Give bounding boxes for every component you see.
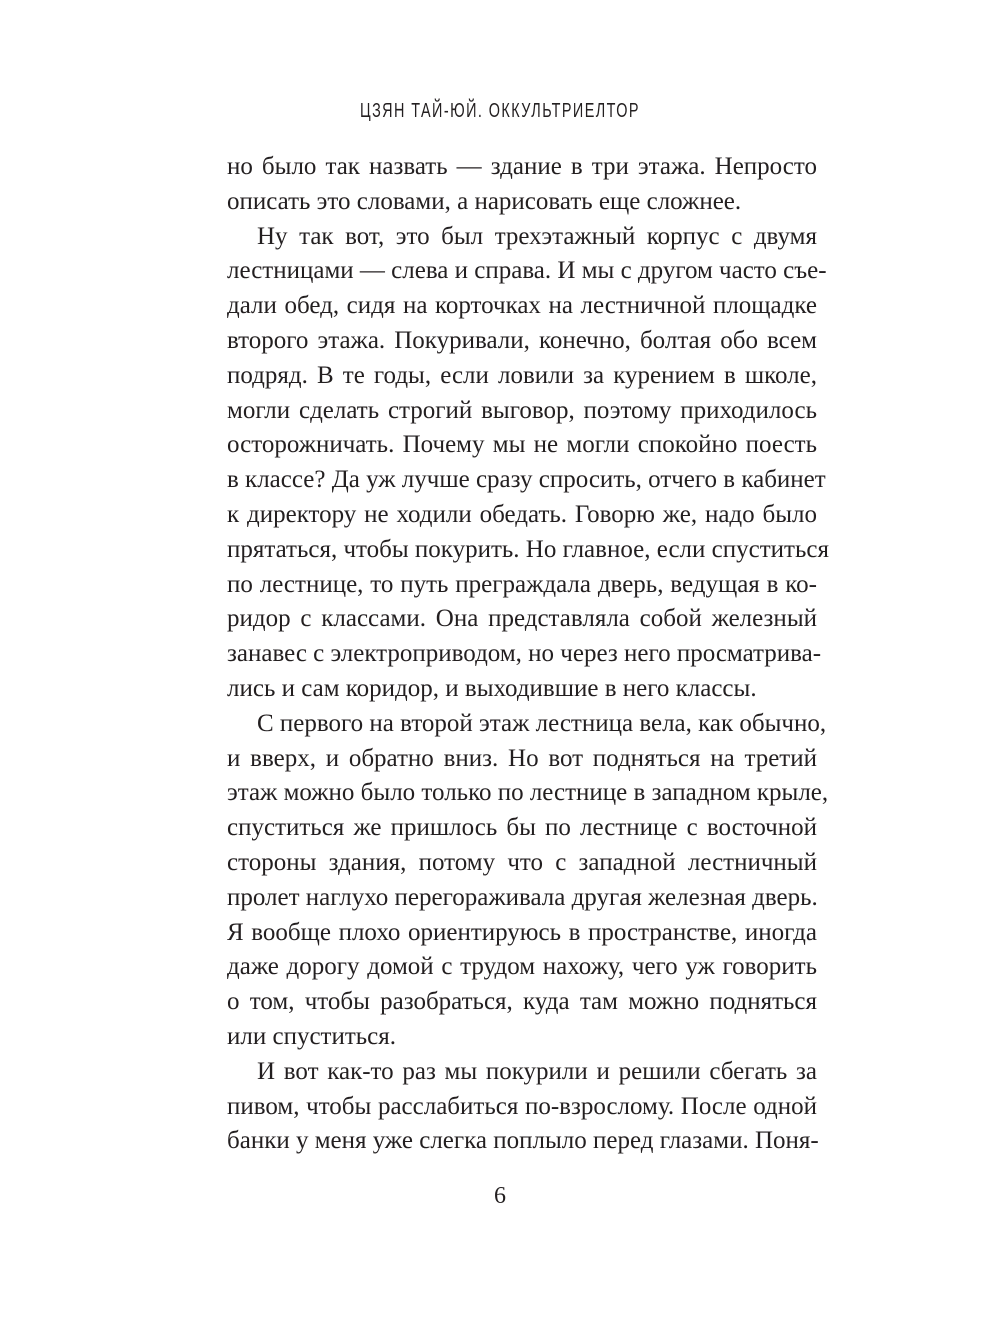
text-line: банки у меня уже слегка поплыло перед глазами. Поня- <box>227 1127 819 1155</box>
text-line: к директору не ходили обедать. Говорю же, надо было <box>227 500 817 528</box>
text-line: И вот как-то раз мы покурили и решили сбегать за <box>257 1057 817 1085</box>
page-number: 6 <box>494 1183 506 1209</box>
text-line: ридор с классами. Она представляла собой железный <box>227 605 817 633</box>
text-line: С первого на второй этаж лестница вела, как обычно, <box>257 709 827 737</box>
text-line: пролет наглухо перегораживала другая железная дверь. <box>227 883 818 911</box>
text-line: этаж можно было только по лестнице в западном крыле, <box>227 779 829 807</box>
text-line: прятаться, чтобы покурить. Но главное, если спуститься <box>227 535 829 563</box>
text-line: дали обед, сидя на корточках на лестничной площадке <box>227 292 817 320</box>
text-line: второго этажа. Покуривали, конечно, болтая обо всем <box>227 326 817 354</box>
text-line: о том, чтобы разобраться, куда там можно подняться <box>227 988 817 1016</box>
text-line: спуститься же пришлось бы по лестнице с восточной <box>227 814 817 842</box>
text-line: и вверх, и обратно вниз. Но вот подняться на третий <box>227 744 817 772</box>
text-line: в классе? Да уж лучше сразу спросить, отчего в кабинет <box>227 466 826 494</box>
text-line: подряд. В те годы, если ловили за курением в школе, <box>227 361 817 389</box>
text-line: Ну так вот, это был трехэтажный корпус с двумя <box>257 222 817 250</box>
text-line: лись и сам коридор, и выходившие в него классы. <box>227 674 757 702</box>
text-line: занавес с электроприводом, но через него просматрива- <box>227 640 822 668</box>
text-line: лестницами — слева и справа. И мы с другом часто съе- <box>227 257 827 285</box>
text-line: по лестнице, то путь преграждала дверь, ведущая в ко- <box>227 570 817 598</box>
text-line: стороны здания, потому что с западной лестничный <box>227 848 817 876</box>
text-line: но было так назвать — здание в три этажа. Непросто <box>227 153 817 180</box>
text-line: Я вообще плохо ориентируюсь в пространстве, иногда <box>227 918 817 946</box>
text-line: осторожничать. Почему мы не могли спокойно поесть <box>227 431 817 459</box>
text-line: пивом, чтобы расслабиться по-взрослому. После одной <box>227 1092 817 1120</box>
text-line: могли сделать строгий выговор, поэтому приходилось <box>227 396 817 424</box>
text-line: или спуститься. <box>227 1022 397 1050</box>
text-line: даже дорогу домой с трудом нахожу, чего уж говорить <box>227 953 817 981</box>
running-header: ЦЗЯН ТАЙ-ЮЙ. ОККУЛЬТРИЕЛТОР <box>360 100 640 122</box>
text-line: описать это словами, а нарисовать еще сложнее. <box>227 187 742 215</box>
body-text <box>227 150 829 1159</box>
